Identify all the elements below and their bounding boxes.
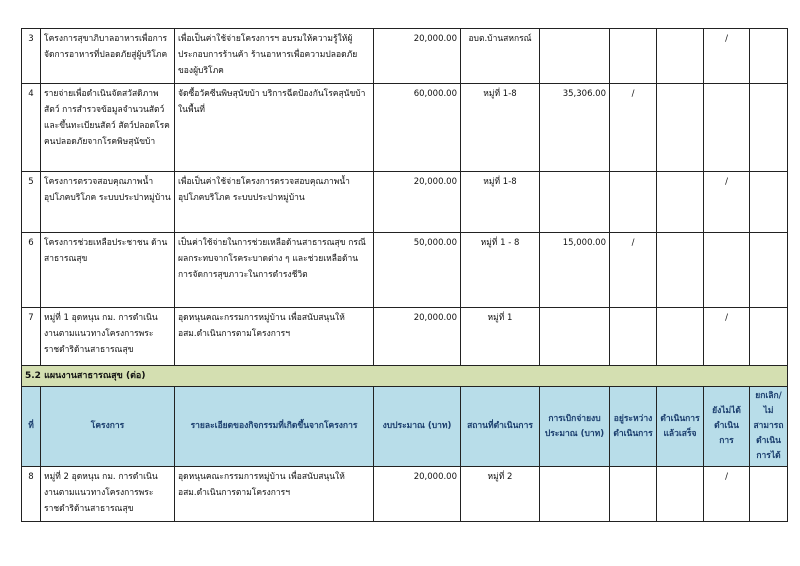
row-number: 3 <box>22 29 41 84</box>
row-number: 7 <box>22 308 41 366</box>
header-in-progress: อยู่ระหว่างดำเนินการ <box>610 387 657 467</box>
status-in-progress: / <box>610 84 657 172</box>
status-done <box>657 29 704 84</box>
budget-amount: 20,000.00 <box>374 308 461 366</box>
location: หมู่ที่ 1-8 <box>461 172 540 233</box>
project-name: หมู่ที่ 1 อุดหนุน กม. การดำเนินงานตามแนวทางโครงการพระราชดำริด้านสาธารณสุข <box>41 308 175 366</box>
table-row <box>22 467 788 522</box>
status-done <box>657 172 704 233</box>
table-row <box>22 84 788 172</box>
status-done <box>657 467 704 522</box>
status-done <box>657 308 704 366</box>
row-number: 8 <box>22 467 41 522</box>
disbursed-amount <box>540 308 610 366</box>
status-in-progress: / <box>610 233 657 308</box>
budget-amount: 20,000.00 <box>374 29 461 84</box>
project-name: โครงการตรวจสอบคุณภาพน้ำอุปโภคบริโภค ระบบประปาหมู่บ้าน <box>41 172 175 233</box>
budget-amount: 20,000.00 <box>374 467 461 522</box>
project-detail: อุดหนุนคณะกรรมการหมู่บ้าน เพื่อสนับสนุนให้ อสม.ดำเนินการตามโครงการฯ <box>175 467 374 522</box>
project-detail: เพื่อเป็นค่าใช้จ่ายโครงการฯ อบรมให้ความรู้ให้ผู้ประกอบการร้านค้า ร้านอาหารเพื่อความปลอดภัยของผู้บริโภค <box>175 29 374 84</box>
budget-report-table <box>21 28 788 522</box>
location: หมู่ที่ 1 - 8 <box>461 233 540 308</box>
header-place: สถานที่ดำเนินการ <box>461 387 540 467</box>
status-cancelled <box>750 84 788 172</box>
table-row <box>22 233 788 308</box>
status-done <box>657 233 704 308</box>
header-budget: งบประมาณ (บาท) <box>374 387 461 467</box>
status-cancelled <box>750 29 788 84</box>
project-name: รายจ่ายเพื่อดำเนินจัดสวัสดิภาพสัตว์ การสำรวจข้อมูลจำนวนสัตว์และขึ้นทะเบียนสัตว์ สัตว์ปลอดโรค คนปลอดภัยจากโรคพิษสุนัขบ้า <box>41 84 175 172</box>
project-name: หมู่ที่ 2 อุดหนุน กม. การดำเนินงานตามแนวทางโครงการพระราชดำริด้านสาธารณสุข <box>41 467 175 522</box>
header-disbursed: การเบิกจ่ายงบประมาณ (บาท) <box>540 387 610 467</box>
disbursed-amount <box>540 29 610 84</box>
location: หมู่ที่ 1-8 <box>461 84 540 172</box>
header-no: ที่ <box>22 387 41 467</box>
budget-amount: 50,000.00 <box>374 233 461 308</box>
project-detail: อุดหนุนคณะกรรมการหมู่บ้าน เพื่อสนับสนุนให้ อสม.ดำเนินการตามโครงการฯ <box>175 308 374 366</box>
status-in-progress <box>610 29 657 84</box>
project-detail: เพื่อเป็นค่าใช้จ่ายโครงการตรวจสอบคุณภาพน้ำอุปโภคบริโภค ระบบประปาหมู่บ้าน <box>175 172 374 233</box>
status-not-yet: / <box>704 308 750 366</box>
disbursed-amount <box>540 467 610 522</box>
status-not-yet <box>704 84 750 172</box>
section-bar <box>22 366 788 387</box>
project-detail: เป็นค่าใช้จ่ายในการช่วยเหลือด้านสาธารณสุข กรณีผลกระทบจากโรคระบาดต่าง ๆ และช่วยเหลือด้านการจัดการสุขภาวะในการดำรงชีวิต <box>175 233 374 308</box>
location: หมู่ที่ 1 <box>461 308 540 366</box>
project-detail: จัดซื้อวัคซีนพิษสุนัขบ้า บริการฉีดป้องกันโรคสุนัขบ้าในพื้นที่ <box>175 84 374 172</box>
status-not-yet: / <box>704 29 750 84</box>
budget-amount: 60,000.00 <box>374 84 461 172</box>
row-number: 5 <box>22 172 41 233</box>
table-row <box>22 29 788 84</box>
table-row <box>22 172 788 233</box>
table-header <box>22 387 788 467</box>
header-detail: รายละเอียดของกิจกรรมที่เกิดขึ้นจากโครงการ <box>175 387 374 467</box>
row-number: 6 <box>22 233 41 308</box>
status-not-yet <box>704 233 750 308</box>
status-cancelled <box>750 467 788 522</box>
status-not-yet: / <box>704 172 750 233</box>
status-in-progress <box>610 172 657 233</box>
table-row <box>22 308 788 366</box>
row-number: 4 <box>22 84 41 172</box>
section-title: 5.2 แผนงานสาธารณสุข (ต่อ) <box>22 366 788 387</box>
header-not-yet: ยังไม่ได้ดำเนินการ <box>704 387 750 467</box>
status-in-progress <box>610 308 657 366</box>
status-cancelled <box>750 308 788 366</box>
budget-amount: 20,000.00 <box>374 172 461 233</box>
project-name: โครงการสุขาภิบาลอาหารเพื่อการจัดการอาหารที่ปลอดภัยสู่ผู้บริโภค <box>41 29 175 84</box>
status-cancelled <box>750 172 788 233</box>
disbursed-amount: 15,000.00 <box>540 233 610 308</box>
disbursed-amount: 35,306.00 <box>540 84 610 172</box>
disbursed-amount <box>540 172 610 233</box>
project-name: โครงการช่วยเหลือประชาชน ด้านสาธารณสุข <box>41 233 175 308</box>
status-done <box>657 84 704 172</box>
header-done: ดำเนินการแล้วเสร็จ <box>657 387 704 467</box>
location: หมู่ที่ 2 <box>461 467 540 522</box>
header-cancelled: ยกเลิก/ไม่สามารถดำเนินการได้ <box>750 387 788 467</box>
status-in-progress <box>610 467 657 522</box>
status-cancelled <box>750 233 788 308</box>
location: อบต.บ้านสหกรณ์ <box>461 29 540 84</box>
header-project: โครงการ <box>41 387 175 467</box>
status-not-yet: / <box>704 467 750 522</box>
